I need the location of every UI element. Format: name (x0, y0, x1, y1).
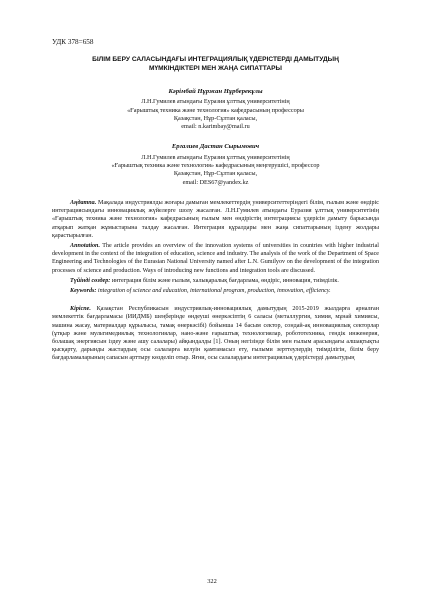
author-email-1: email: n.karimbay@mail.ru (181, 123, 250, 131)
keywords-kazakh-text: интеграция білім және ғылым, халықаралық бағдарлама, өндіріс, инновация, тиімділік. (110, 277, 339, 284)
author-location-2: Қазақстан, Нұр-Сұлтан қаласы, (173, 170, 258, 178)
author-location-1: Қазақстан, Нұр-Сұлтан қаласы, (173, 114, 258, 122)
title-line-2: МҮМКІНДІКТЕРІ МЕН ЖАҢА СИПАТТАРЫ (149, 65, 282, 72)
page-number: 322 (207, 578, 217, 585)
keywords-english-label: Keywords: (70, 288, 97, 294)
abstract-english-label: Annotation. (70, 242, 100, 249)
keywords-kazakh (52, 277, 379, 285)
title-line-1: БІЛІМ БЕРУ САЛАСЫНДАҒЫ ИНТЕГРАЦИЯЛЫҚ ҮДЕРІСТЕРДІ ДАМЫТУДЫҢ (92, 56, 339, 63)
author-department-2: «Ғарыштық техника және технология» кафедрасының меңгерушісі, профессор (111, 162, 320, 170)
article-title (52, 55, 379, 73)
introduction-text: Қазақстан Республикасын индустриялық-инновациялық дамытудың 2015-2019 жылдарға арналған мемлекеттік бағдарламасы (ИИДМБ) шеңберінде өндеуші өнеркәсіптің 6 саласы (металлургия, химия, мұнай химиясы, машина жасау, материалдар құрылысы, тамақ өнеркәсібі) бойынша 14 басым сектор, сондай-ақ инновациялық секторлар (ұтқыр және мультимедиялық технологиялар, нано-және ғарыштық технологиялар, робототехника, гендік инженерия, болашақ энергиясын іздеу және ашу салалары) айқындалды [1]. Оның негізінде білім мен ғылым арасындағы алшақтықты қысқарту, дарынды жастардың осы салаларға келуін қамтамасыз ету, ғылыми зерттеулердің тиімділігін, білім беру бағдарламаларының сапасын арттыру көзделіп отыр. Яғни, осы салалардағы интеграциялық үдерістерді дамытудың (52, 306, 379, 362)
author-department-1: «Ғарыштық техника және технология» кафедрасының профессоры (127, 106, 304, 114)
author-email-2: email: DES67@yandex.kz (182, 178, 249, 186)
introduction-label: Кіріспе. (70, 306, 91, 313)
section-spacer (52, 297, 379, 305)
keywords-kazakh-label: Түйінді сөздер: (70, 277, 111, 284)
introduction-paragraph (52, 305, 379, 362)
abstract-english-text: The article provides an overview of the innovation systems of universities in countries with higher industrial development in the context of the integration of education, science and industry. The analysis of the work of the Department of Space Engineering and Technologies of the Eurasian National University named after L.N. Gumilyov on the development of the integration processes of science and production. Ways of introducing new functions and integration tools are discussed. (52, 242, 379, 274)
abstract-kazakh (52, 199, 379, 240)
abstract-english (52, 242, 379, 275)
keywords-english (52, 287, 379, 295)
author-affiliation-1: Л.Н.Гумилев атындағы Еуразия ұлттық университетінің (141, 98, 290, 106)
udk-code: УДК 378=658 (52, 38, 94, 46)
author-block-2 (52, 143, 379, 186)
abstract-kazakh-text: Мақалада индустриялды жоғары дамыған мемлекеттердің университеттеріндегі білім, ғылым және өндіріс интеграциясындағы инновациялық жүйелерге шолу жасалған. Л.Н.Гумилев атындағы Еуразия ұлттық университетінің «Ғарыштық техника және технология» кафедрасының ғылым мен өндірістің интеграциясы үдерісін дамыту барысында атқарып жатқан жұмыстарына талдау жасалған. Интеграция құралдары мен жаңа сипаттарының іздену жолдары қарастырылған. (52, 199, 379, 239)
author-name-2: Ергалиев Дастан Сырымович (171, 143, 260, 151)
author-block-1 (52, 88, 379, 131)
author-affiliation-2: Л.Н.Гумилев атындағы Еуразия ұлттық университетінің (141, 153, 290, 161)
keywords-english-text: integration of science and education, international program, production, innovation, efficiency. (96, 288, 331, 294)
abstract-kazakh-label: Аңдатпа. (70, 199, 97, 206)
author-name-1: Кәрімбай Нұржан Нұрберекұлы (168, 88, 263, 95)
